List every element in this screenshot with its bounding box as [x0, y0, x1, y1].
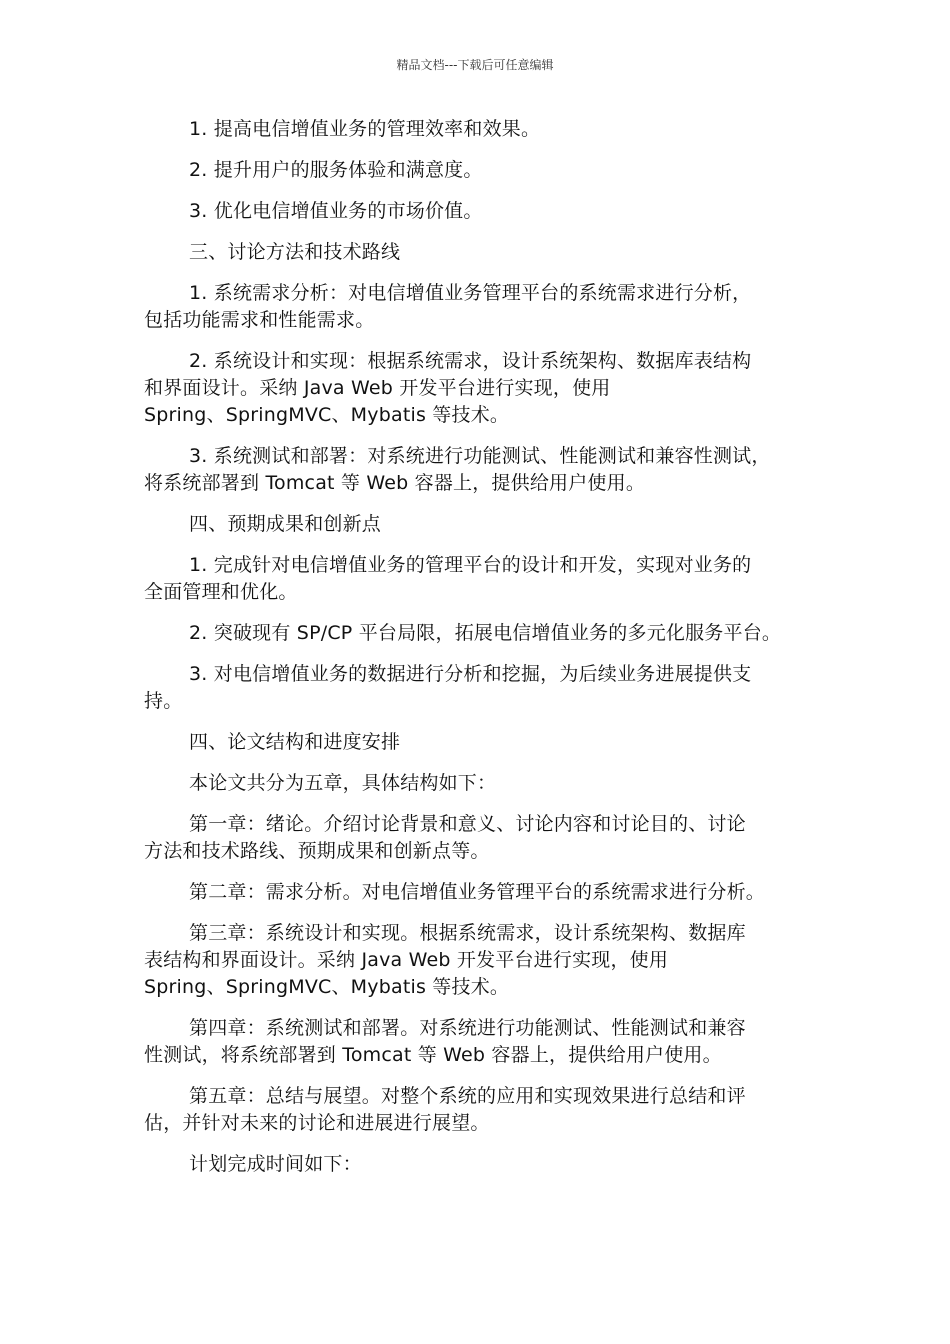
paragraph [144, 157, 816, 184]
text-line: 本论文共分为五章，具体结构如下： [189, 772, 497, 794]
text-line: 和界面设计。采纳 Java Web 开发平台进行实现，使用 [144, 377, 611, 399]
section-heading [144, 511, 816, 538]
text-line: Spring、SpringMVC、Mybatis 等技术。 [144, 404, 510, 426]
text-line: 表结构和界面设计。采纳 Java Web 开发平台进行实现，使用 [144, 949, 669, 971]
text-line: 3. 优化电信增值业务的市场价值。 [189, 200, 483, 222]
text-line: 2. 提升用户的服务体验和满意度。 [189, 159, 483, 181]
text-line: 四、论文结构和进度安排 [189, 731, 401, 753]
paragraph [144, 661, 816, 715]
paragraph [144, 552, 816, 606]
paragraph [144, 280, 816, 334]
text-line: 第一章：绪论。介绍讨论背景和意义、讨论内容和讨论目的、讨论 [189, 813, 746, 835]
paragraph [144, 1151, 816, 1178]
section-heading [144, 239, 816, 266]
text-line: 第五章：总结与展望。对整个系统的应用和实现效果进行总结和评 [189, 1085, 746, 1107]
paragraph [144, 770, 816, 797]
paragraph [144, 198, 816, 225]
text-line: 2. 突破现有 SP/CP 平台局限，拓展电信增值业务的多元化服务平台。 [189, 622, 782, 644]
text-line: 全面管理和优化。 [144, 581, 298, 603]
text-line: 性测试，将系统部署到 Tomcat 等 Web 容器上，提供给用户使用。 [144, 1044, 722, 1066]
text-line: 1. 提高电信增值业务的管理效率和效果。 [189, 118, 541, 140]
text-line: 持。 [144, 690, 183, 712]
text-line: 计划完成时间如下： [189, 1153, 362, 1175]
text-line: Spring、SpringMVC、Mybatis 等技术。 [144, 976, 510, 998]
text-line: 第四章：系统测试和部署。对系统进行功能测试、性能测试和兼容 [189, 1017, 746, 1039]
text-line: 四、预期成果和创新点 [189, 513, 382, 535]
text-line: 1. 完成针对电信增值业务的管理平台的设计和开发，实现对业务的 [189, 554, 752, 576]
text-line: 三、讨论方法和技术路线 [189, 241, 401, 263]
text-line: 2. 系统设计和实现：根据系统需求，设计系统架构、数据库表结构 [189, 350, 752, 372]
text-line: 将系统部署到 Tomcat 等 Web 容器上，提供给用户使用。 [144, 472, 646, 494]
page-header: 精品文档---下载后可任意编辑 [396, 58, 554, 72]
paragraph [144, 879, 816, 906]
section-heading [144, 729, 816, 756]
paragraph [144, 811, 816, 865]
document-body [144, 116, 816, 1192]
paragraph [144, 443, 816, 497]
paragraph [144, 1015, 816, 1069]
paragraph [144, 620, 816, 647]
text-line: 第三章：系统设计和实现。根据系统需求，设计系统架构、数据库 [189, 922, 746, 944]
text-line: 估，并针对未来的讨论和进展进行展望。 [144, 1112, 490, 1134]
text-line: 包括功能需求和性能需求。 [144, 309, 375, 331]
text-line: 方法和技术路线、预期成果和创新点等。 [144, 840, 490, 862]
text-line: 3. 对电信增值业务的数据进行分析和挖掘，为后续业务进展提供支 [189, 663, 752, 685]
paragraph [144, 920, 816, 1001]
text-line: 3. 系统测试和部署：对系统进行功能测试、性能测试和兼容性测试， [189, 445, 771, 467]
paragraph [144, 1083, 816, 1137]
paragraph [144, 348, 816, 429]
paragraph [144, 116, 816, 143]
text-line: 1. 系统需求分析：对电信增值业务管理平台的系统需求进行分析， [189, 282, 752, 304]
text-line: 第二章：需求分析。对电信增值业务管理平台的系统需求进行分析。 [189, 881, 766, 903]
